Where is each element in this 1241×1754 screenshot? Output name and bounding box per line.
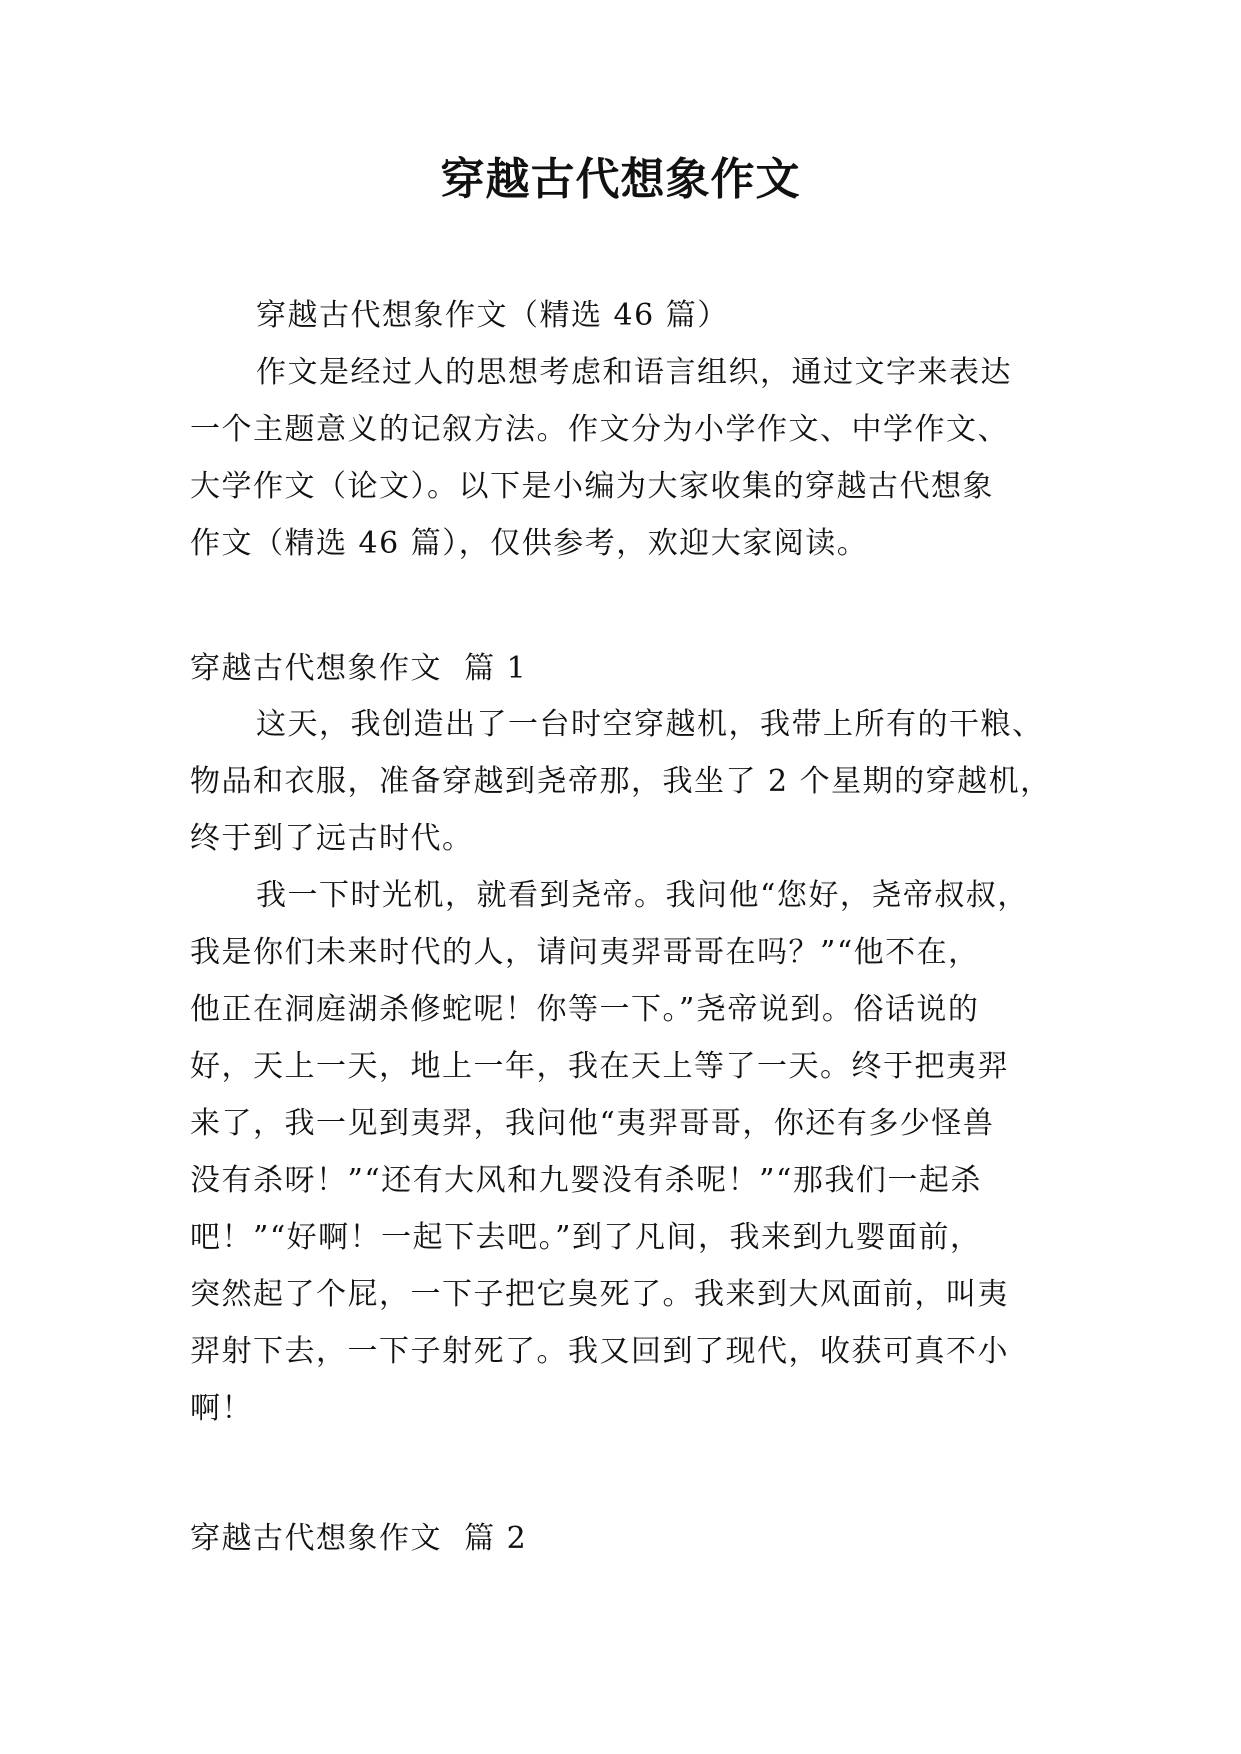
paragraph-line: 羿射下去，一下子射死了。我又回到了现代，收获可真不小: [190, 1334, 1009, 1369]
paragraph-line: 他正在洞庭湖杀修蛇呢！你等一下。”尧帝说到。俗话说的: [190, 992, 980, 1027]
document-title: 穿越古代想象作文: [440, 154, 801, 205]
paragraph-line: 吧！”“好啊！一起下去吧。”到了凡间，我来到九婴面前，: [190, 1220, 982, 1255]
paragraph-line: 啊！: [190, 1391, 253, 1426]
intro-paragraph-line: 大学作文（论文）。以下是小编为大家收集的穿越古代想象: [190, 469, 994, 504]
paragraph-line: 物品和衣服，准备穿越到尧帝那，我坐了 2 个星期的穿越机，: [190, 764, 1052, 799]
section-1-body: [190, 696, 1070, 1437]
intro-paragraph-line: 作文（精选 46 篇），仅供参考，欢迎大家阅读。: [190, 526, 869, 561]
intro-paragraph-line: 一个主题意义的记叙方法。作文分为小学作文、中学作文、: [190, 412, 1009, 447]
paragraph-line: 来了，我一见到夷羿，我问他“夷羿哥哥，你还有多少怪兽: [190, 1106, 995, 1141]
section-heading: 穿越古代想象作文 篇 1: [190, 651, 528, 686]
section-heading-2: [190, 1510, 1070, 1567]
paragraph-line: 我一下时光机，就看到尧帝。我问他“您好，尧帝叔叔，: [256, 878, 1029, 913]
intro-paragraph-line: 作文是经过人的思想考虑和语言组织，通过文字来表达: [256, 355, 1012, 390]
paragraph-line: 终于到了远古时代。: [190, 821, 474, 856]
section-heading-1: [190, 640, 1070, 697]
section-heading: 穿越古代想象作文 篇 2: [190, 1521, 528, 1556]
intro-subtitle: 穿越古代想象作文（精选 46 篇）: [256, 298, 729, 333]
intro-block: [190, 287, 1070, 572]
paragraph-line: 这天，我创造出了一台时空穿越机，我带上所有的干粮、: [256, 707, 1044, 742]
paragraph-line: 突然起了个屁，一下子把它臭死了。我来到大风面前，叫夷: [190, 1277, 1009, 1312]
paragraph-line: 好，天上一天，地上一年，我在天上等了一天。终于把夷羿: [190, 1049, 1009, 1084]
paragraph-line: 没有杀呀！”“还有大风和九婴没有杀呢！”“那我们一起杀: [190, 1163, 982, 1198]
paragraph-line: 我是你们未来时代的人，请问夷羿哥哥在吗？”“他不在，: [190, 935, 980, 970]
